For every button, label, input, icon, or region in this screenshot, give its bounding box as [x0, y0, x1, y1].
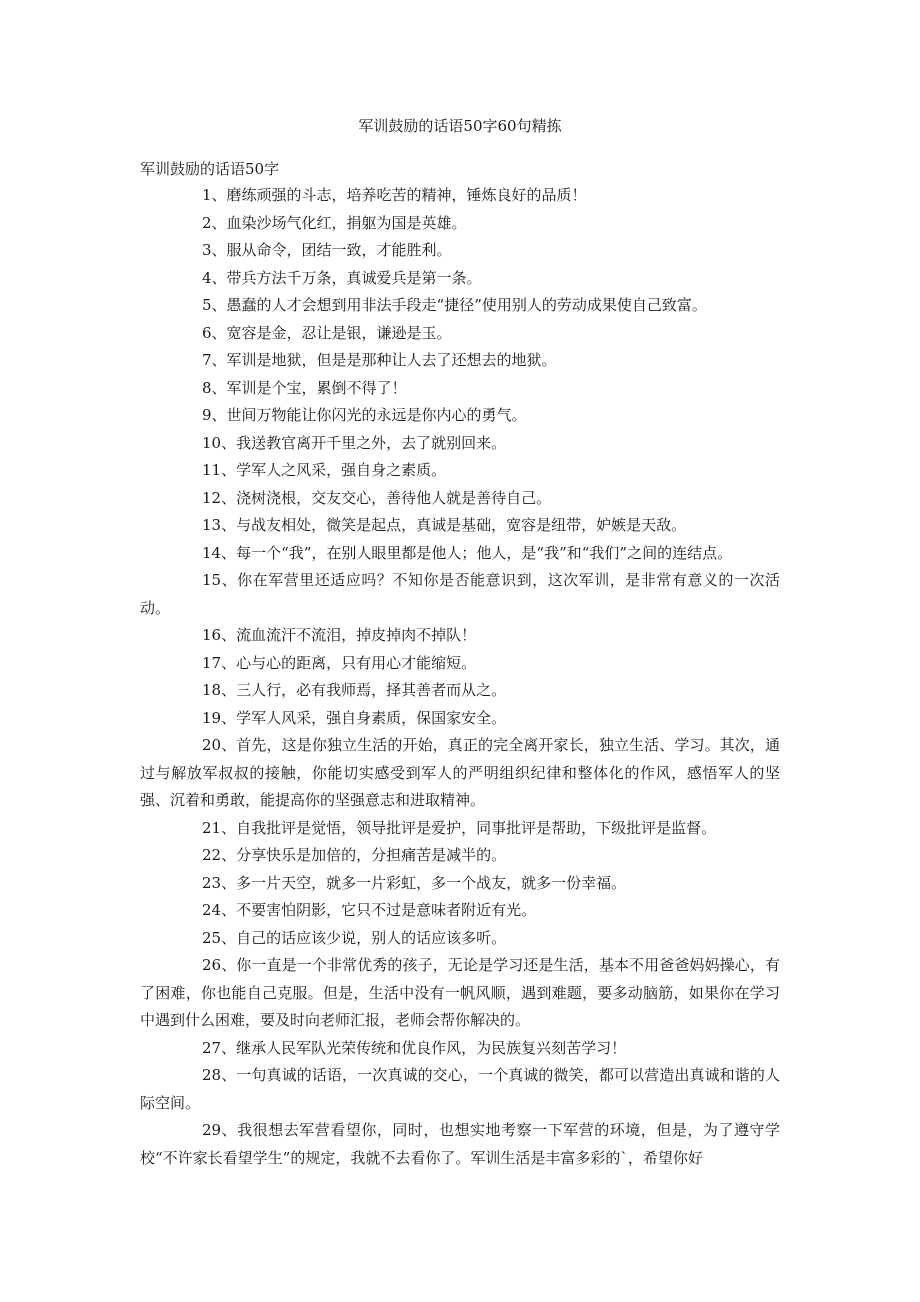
document-body: [140, 182, 780, 1172]
quote-paragraph: 29、我很想去军营看望你，同时，也想实地考察一下军营的环境，但是，为了遵守学校“不许家长看望学生”的规定，我就不去看你了。军训生活是丰富多彩的`，希望你好: [140, 1121, 780, 1167]
quote-paragraph: 23、多一片天空，就多一片彩虹，多一个战友，就多一份幸福。: [202, 873, 627, 892]
quote-paragraph: 15、你在军营里还适应吗？不知你是否能意识到，这次军训，是非常有意义的一次活动。: [140, 571, 780, 617]
quote-paragraph: 26、你一直是一个非常优秀的孩子，无论是学习还是生活，基本不用爸爸妈妈操心，有了困难，你也能自己克服。但是，生活中没有一帆风顺，遇到难题，要多动脑筋，如果你在学习中遇到什么困难，要及时向老师汇报，老师会帮你解决的。: [140, 956, 780, 1029]
quote-paragraph: 27、继承人民军队光荣传统和优良作风，为民族复兴刻苦学习！: [202, 1038, 627, 1057]
quote-paragraph: 24、不要害怕阴影，它只不过是意味者附近有光。: [202, 901, 537, 919]
quote-paragraph: 20、首先，这是你独立生活的开始，真正的完全离开家长，独立生活、学习。其次，通过与解放军叔叔的接触，你能切实感受到军人的严明组织纪律和整体化的作风，感悟军人的坚强、沉着和勇敢，能提高你的坚强意志和进取精神。: [140, 736, 780, 809]
section-heading: 军训鼓励的话语50字: [140, 160, 280, 178]
quote-paragraph: 9、世间万物能让你闪光的永远是你内心的勇气。: [202, 406, 527, 424]
quote-paragraph: 1、磨练顽强的斗志，培养吃苦的精神，锤炼良好的品质！: [202, 186, 587, 204]
quote-paragraph: 7、军训是地狱，但是是那种让人去了还想去的地狱。: [202, 351, 557, 369]
quote-paragraph: 6、宽容是金，忍让是银，谦逊是玉。: [202, 323, 452, 342]
quote-paragraph: 8、军训是个宝，累倒不得了！: [202, 378, 407, 397]
quote-paragraph: 13、与战友相处，微笑是起点，真诚是基础，宽容是纽带，妒嫉是天敌。: [202, 516, 687, 534]
quote-paragraph: 21、自我批评是觉悟，领导批评是爱护，同事批评是帮助，下级批评是监督。: [202, 818, 717, 837]
quote-paragraph: 16、流血流汗不流泪，掉皮掉肉不掉队！: [202, 626, 477, 644]
quote-paragraph: 14、每一个“我”，在别人眼里都是他人；他人，是“我”和“我们”之间的连结点。: [202, 543, 733, 562]
quote-paragraph: 17、心与心的距离，只有用心才能缩短。: [202, 653, 477, 672]
quote-paragraph: 22、分享快乐是加倍的，分担痛苦是减半的。: [202, 846, 507, 864]
quote-paragraph: 18、三人行，必有我师焉，择其善者而从之。: [202, 681, 507, 699]
quote-paragraph: 3、服从命令，团结一致，才能胜利。: [202, 241, 452, 259]
document-title: 军训鼓励的话语50字60句精拣: [358, 117, 562, 135]
quote-paragraph: 5、愚蠢的人才会想到用非法手段走“捷径”使用别人的劳动成果使自己致富。: [202, 296, 707, 314]
quote-paragraph: 12、浇树浇根，交友交心，善待他人就是善待自己。: [202, 488, 552, 507]
quote-paragraph: 25、自己的话应该少说，别人的话应该多听。: [202, 928, 507, 947]
quote-paragraph: 19、学军人风采，强自身素质，保国家安全。: [202, 708, 507, 727]
quote-paragraph: 2、血染沙场气化红，捐躯为国是英雄。: [202, 213, 467, 232]
quote-paragraph: 11、学军人之风采，强自身之素质。: [202, 461, 447, 479]
quote-paragraph: 28、一句真诚的话语，一次真诚的交心，一个真诚的微笑，都可以营造出真诚和谐的人际空间。: [140, 1066, 780, 1112]
quote-paragraph: 10、我送教官离开千里之外，去了就别回来。: [202, 433, 507, 452]
quote-paragraph: 4、带兵方法千万条，真诚爱兵是第一条。: [202, 268, 482, 287]
